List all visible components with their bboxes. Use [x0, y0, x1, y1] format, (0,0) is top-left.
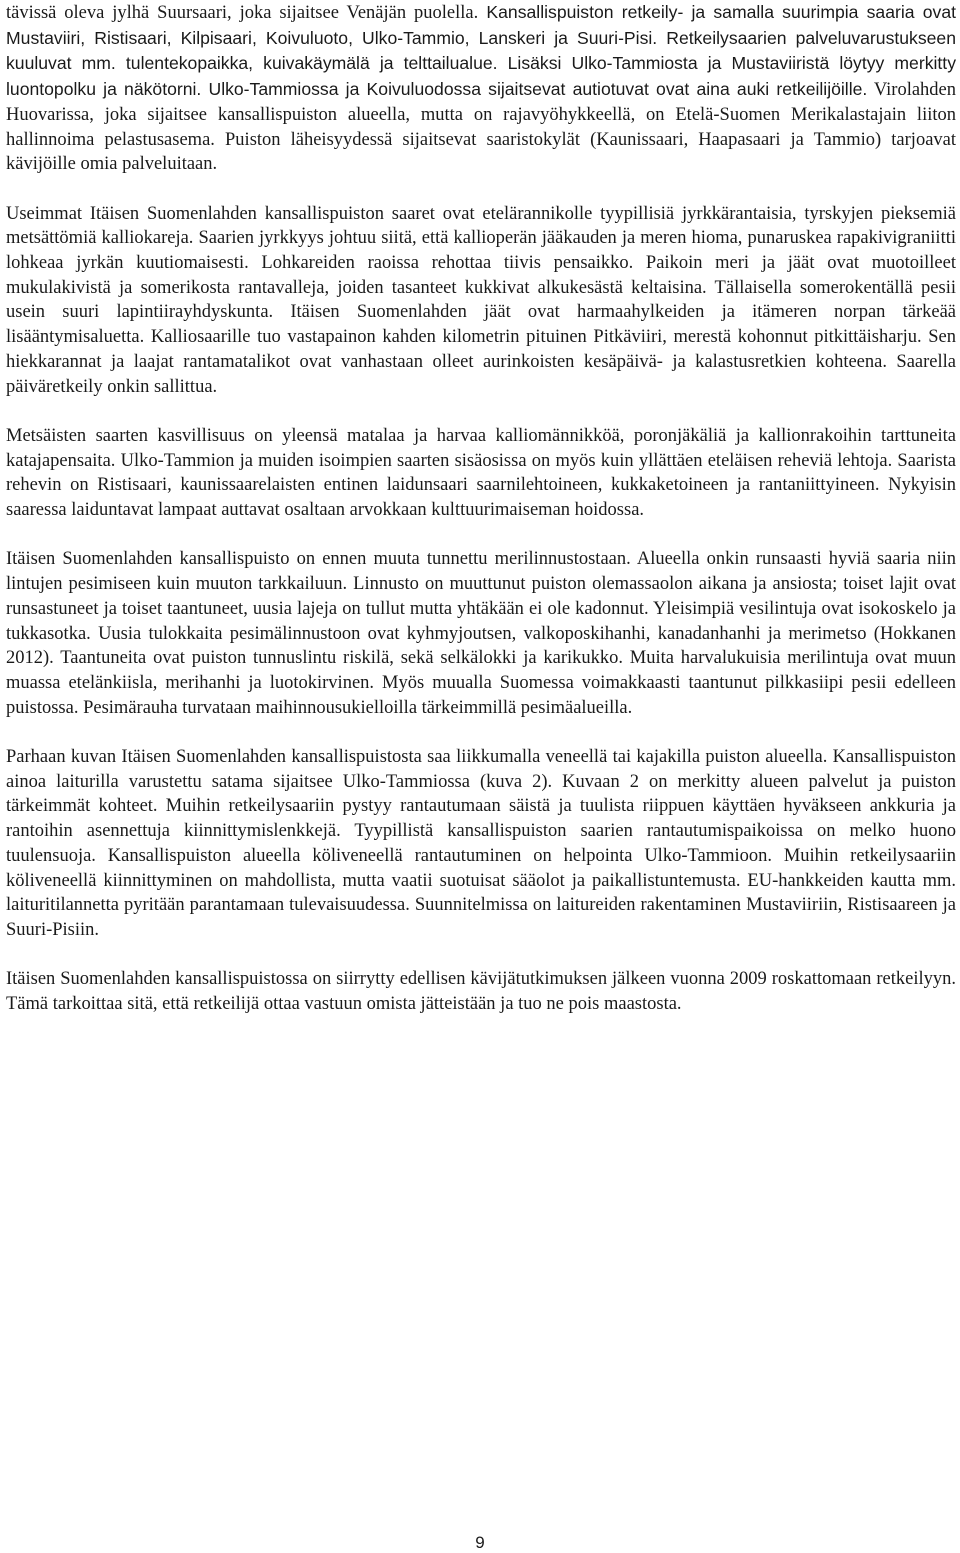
text-segment: Parhaan kuvan Itäisen Suomenlahden kansallispuistosta saa liikkumalla veneellä tai kajakilla puiston alueella. Kansallispuiston ainoa laiturilla varustettu satama sijaitsee Ulko-Tammiossa (kuva 2). Kuvaan 2 on merkitty alueen palvelut ja puiston tärkeimmät kohteet. Muihin retkeilysaariin pystyy rantautumaan säistä ja tuulista riippuen käyttäen hyväkseen ankkuria ja rantoihin asennettuja kiinnittymislenkkejä. Tyypillistä kansallispuiston saarien rantautumispaikoissa on melko huono tuulensuoja. Kansallispuiston alueella köliveneellä rantautuminen on helpointa Ulko-Tammioon. Muihin retkeilysaariin köliveneellä kiinnittyminen on mahdollista, mutta vaatii suotuisat sääolot ja paikallistuntemusta. EU-hankkeiden kautta mm. laituritilannetta pyritään parantamaan tulevaisuudessa. Suunnitelmissa on laitureiden rakentaminen Mustaviiriin, Ristisaareen ja Suuri-Pisiin. — [6, 747, 956, 940]
text-segment: Puiston läheisyydessä sijaitsevat saaristokylät (Kaunissaari, Haapasaari ja Tammio) tarjoavat kävijöille omia palveluitaan. — [6, 129, 957, 175]
text-segment: Ulko-Tammiossa ja Koivuluodossa sijaitsevat autiotuvat ovat aina auki retkeilijöille. — [201, 79, 868, 100]
text-segment: tävissä oleva jylhä Suursaari, joka sijaitsee Venäjän puolella. — [6, 3, 479, 23]
text-segment: Kansallispuiston retkeily- ja samalla suurimpia saaria ovat Mustaviiri, Ristisaari, Kilpisaari, Koivuluoto, Ulko-Tammio, Lanskeri ja Suuri-Pisi. Retkeilysaarien palveluvarustukseen kuuluvat mm. tulentekopaikka, kuivakäymälä ja telttailualue. Lisäksi Ulko-Tammiosta ja Mustaviiristä löytyy merkitty luontopolku ja näkötorni. — [6, 2, 956, 100]
text-segment: Itäisen Suomenlahden kansallispuistossa on siirrytty edellisen kävijätutkimuksen jälkeen vuonna 2009 roskattomaan retkeilyyn. Tämä tarkoittaa sitä, että retkeilijä ottaa vastuun omista jätteistään ja tuo ne pois maastosta. — [6, 969, 956, 1015]
document-body — [6, 0, 956, 1041]
paragraph-boating — [6, 745, 956, 943]
paragraph-vegetation — [6, 424, 956, 523]
text-segment: Metsäisten saarten kasvillisuus on yleensä matalaa ja harvaa kalliomännikköä, poronjäkäliä ja kallionrakoihin tarttuneita katajapensaita. Ulko-Tammion ja muiden isoimpien saarten sisäosissa on myös kuin yllättäen eteläisen reheviä lehtoja. Saarista rehevin on Ristisaari, kaunissaarelaisten entinen laidunsaari saarnilehtoineen, kukkaketoineen ja rantaniittyineen. Nykyisin saaressa laiduntavat lampaat auttavat osaltaan arvokkaan kulttuurimaiseman hoidossa. — [6, 425, 956, 521]
paragraph-services — [6, 0, 956, 177]
text-segment: Itäisen Suomenlahden kansallispuisto on ennen muuta tunnettu merilinnustostaan. Alueella onkin runsaasti hyviä saaria niin lintujen pesimiseen kuin muuton tarkkailuun. Linnusto on muuttunut puiston olemassaolon aikana ja ansiosta; toiset lajit ovat runsastuneet ja toiset taantuneet, uusia lajeja on tullut mutta yhtäkään ei ole kadonnut. Yleisimpiä vesilintuja ovat isokoskelo ja tukkasotka. Uusia tulokkaita pesimälinnustoon ovat kyhmyjoutsen, valkoposkihanhi, kanadanhanhi ja merimetso (Hokkanen 2012). Taantuneita ovat puiston tunnuslintu riskilä, sekä selkälokki ja karikukko. Muita harvalukuisia merilintuja ovat muun muassa etelänkiisla, merihanhi ja luotokirvinen. Myös muualla Suomessa voimakkaasti taantunut pilkkasiipi pesii edelleen puistossa. Pesimärauha turvataan maihinnousukielloilla tärkeimmillä pesimäalueilla. — [6, 549, 956, 718]
paragraph-birds — [6, 547, 956, 720]
paragraph-litter-free — [6, 967, 956, 1016]
text-segment: Virolahden Huovarissa, joka sijaitsee kansallispuiston alueella, mutta on rajavyöhykkeellä, on Etelä-Suomen Merikalastajain liiton hallinnoima pelastusasema. — [6, 80, 957, 150]
text-segment: Useimmat Itäisen Suomenlahden kansallispuiston saaret ovat etelärannikolle tyypillisiä jyrkkärantaisia, tyrskyjen pieksemiä metsättömiä kalliokareja. Saarien jyrkkyys johtuu siitä, että kallioperän jääkauden ja meren hioma, punaruskea rapakivigraniitti lohkeaa jyrkän kuutiomaisesti. Lohkareiden raoissa rehottaa tiivis pensaikko. Paikoin meri ja jäät ovat muotoilleet mukulakivistä ja somerikosta rantavalleja, joiden tasanteet kukkivat alkukesästä keltaisina. Tällaisella somerokentällä pesii usein suuri lapintiirayhdyskunta. Itäisen Suomenlahden jäät ovat harmaahylkeiden ja itämeren norpan tärkeää lisääntymisaluetta. Kalliosaarille tuo vastapainon kahden kilometrin pituinen Pitkäviiri, merestä kohonnut pitkittäisharju. Sen hiekkarannat ja laajat rantamatalikot ovat vanhastaan olleet aurinkoisten kesäpäivä- ja kalastusretkien kohteena. Saarella päiväretkeily onkin sallittua. — [6, 203, 956, 397]
page-number: 9 — [475, 1533, 485, 1552]
paragraph-geology — [6, 202, 956, 400]
